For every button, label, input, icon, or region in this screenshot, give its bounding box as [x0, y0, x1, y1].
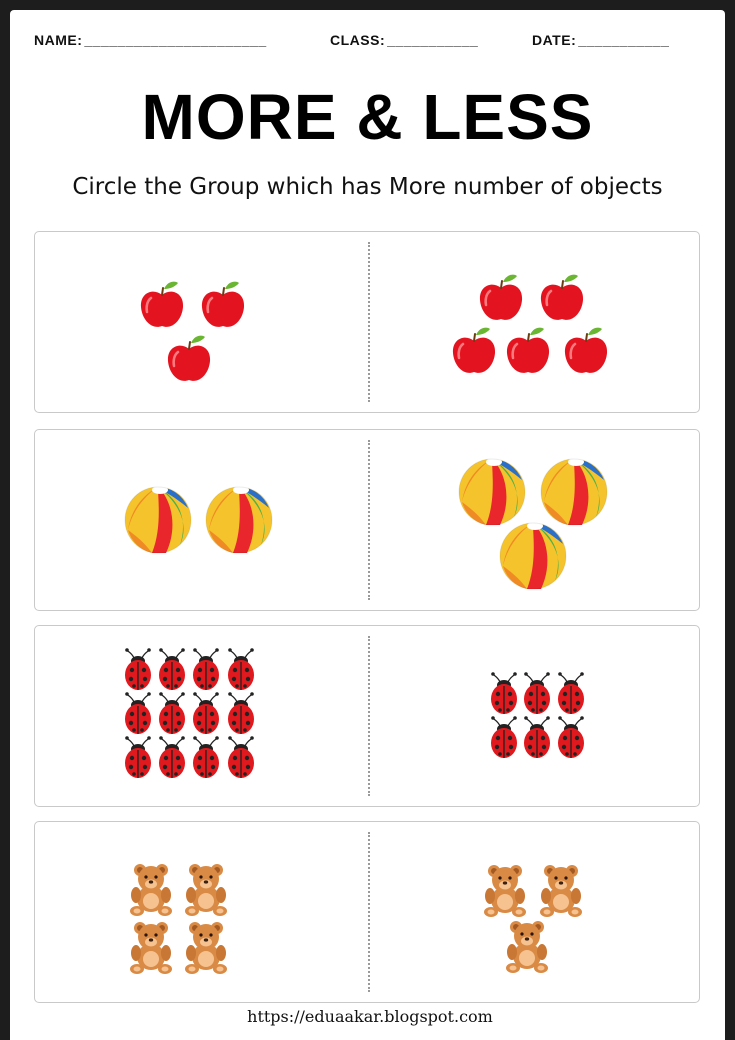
- teddy-bear-icon: [185, 922, 227, 974]
- apple-icon: [202, 282, 244, 327]
- apple-icon: [541, 275, 583, 320]
- beach-ball-icon: [206, 486, 272, 553]
- class-field[interactable]: [330, 32, 478, 48]
- teddy-bear-icon: [130, 864, 172, 916]
- left-group-apples[interactable]: [141, 282, 244, 381]
- right-group-apples[interactable]: [453, 275, 607, 373]
- page-title: MORE & LESS: [141, 81, 594, 153]
- ladybug-icon: [125, 692, 151, 734]
- worksheet: [10, 10, 725, 1040]
- name-label: NAME:: [34, 32, 83, 48]
- ladybug-icon: [524, 672, 550, 714]
- ladybug-icon: [159, 736, 185, 778]
- comparison-row-ladybugs: [34, 625, 700, 807]
- row-beach-balls-illustration: [35, 430, 701, 612]
- row-apples-illustration: [35, 232, 701, 414]
- footer-url[interactable]: https://eduaakar.blogspot.com: [210, 1003, 530, 1030]
- right-group-teddy-bears[interactable]: [484, 865, 582, 973]
- teddy-bear-icon: [540, 865, 582, 917]
- ladybug-icon: [558, 672, 584, 714]
- ladybug-icon: [193, 648, 219, 690]
- apple-icon: [168, 336, 210, 381]
- teddy-bear-icon: [185, 864, 227, 916]
- beach-ball-icon: [500, 522, 566, 589]
- name-field[interactable]: [34, 32, 267, 48]
- date-label: DATE:: [532, 32, 577, 48]
- left-group-beach-balls[interactable]: [125, 486, 272, 553]
- comparison-row-beach-balls: [34, 429, 700, 611]
- class-blank: ___________: [387, 32, 479, 48]
- apple-icon: [141, 282, 183, 327]
- comparison-row-apples: [34, 231, 700, 413]
- ladybug-icon: [228, 736, 254, 778]
- date-field[interactable]: [532, 32, 669, 48]
- ladybug-icon: [228, 648, 254, 690]
- class-label: CLASS:: [330, 32, 386, 48]
- ladybug-icon: [159, 692, 185, 734]
- right-group-ladybugs[interactable]: [491, 672, 584, 758]
- beach-ball-icon: [459, 458, 525, 525]
- beach-ball-icon: [125, 486, 191, 553]
- row-teddy-bears-illustration: [35, 822, 701, 1004]
- apple-icon: [480, 275, 522, 320]
- right-group-beach-balls[interactable]: [459, 458, 607, 589]
- apple-icon: [507, 328, 549, 373]
- ladybug-icon: [524, 716, 550, 758]
- ladybug-icon: [558, 716, 584, 758]
- ladybug-icon: [228, 692, 254, 734]
- teddy-bear-icon: [484, 865, 526, 917]
- comparison-row-teddy-bears: [34, 821, 700, 1003]
- ladybug-icon: [491, 716, 517, 758]
- teddy-bear-icon: [130, 922, 172, 974]
- ladybug-icon: [125, 736, 151, 778]
- ladybug-icon: [159, 648, 185, 690]
- row-ladybugs-illustration: [35, 626, 701, 808]
- teddy-bear-icon: [506, 921, 548, 973]
- name-blank: ______________________: [84, 32, 267, 48]
- instruction-text: Circle the Group which has More number of objects: [72, 174, 663, 200]
- apple-icon: [453, 328, 495, 373]
- left-group-ladybugs[interactable]: [125, 648, 254, 778]
- ladybug-icon: [193, 736, 219, 778]
- ladybug-icon: [491, 672, 517, 714]
- beach-ball-icon: [541, 458, 607, 525]
- ladybug-icon: [125, 648, 151, 690]
- left-group-teddy-bears[interactable]: [130, 864, 227, 974]
- ladybug-icon: [193, 692, 219, 734]
- apple-icon: [565, 328, 607, 373]
- date-blank: ___________: [578, 32, 670, 48]
